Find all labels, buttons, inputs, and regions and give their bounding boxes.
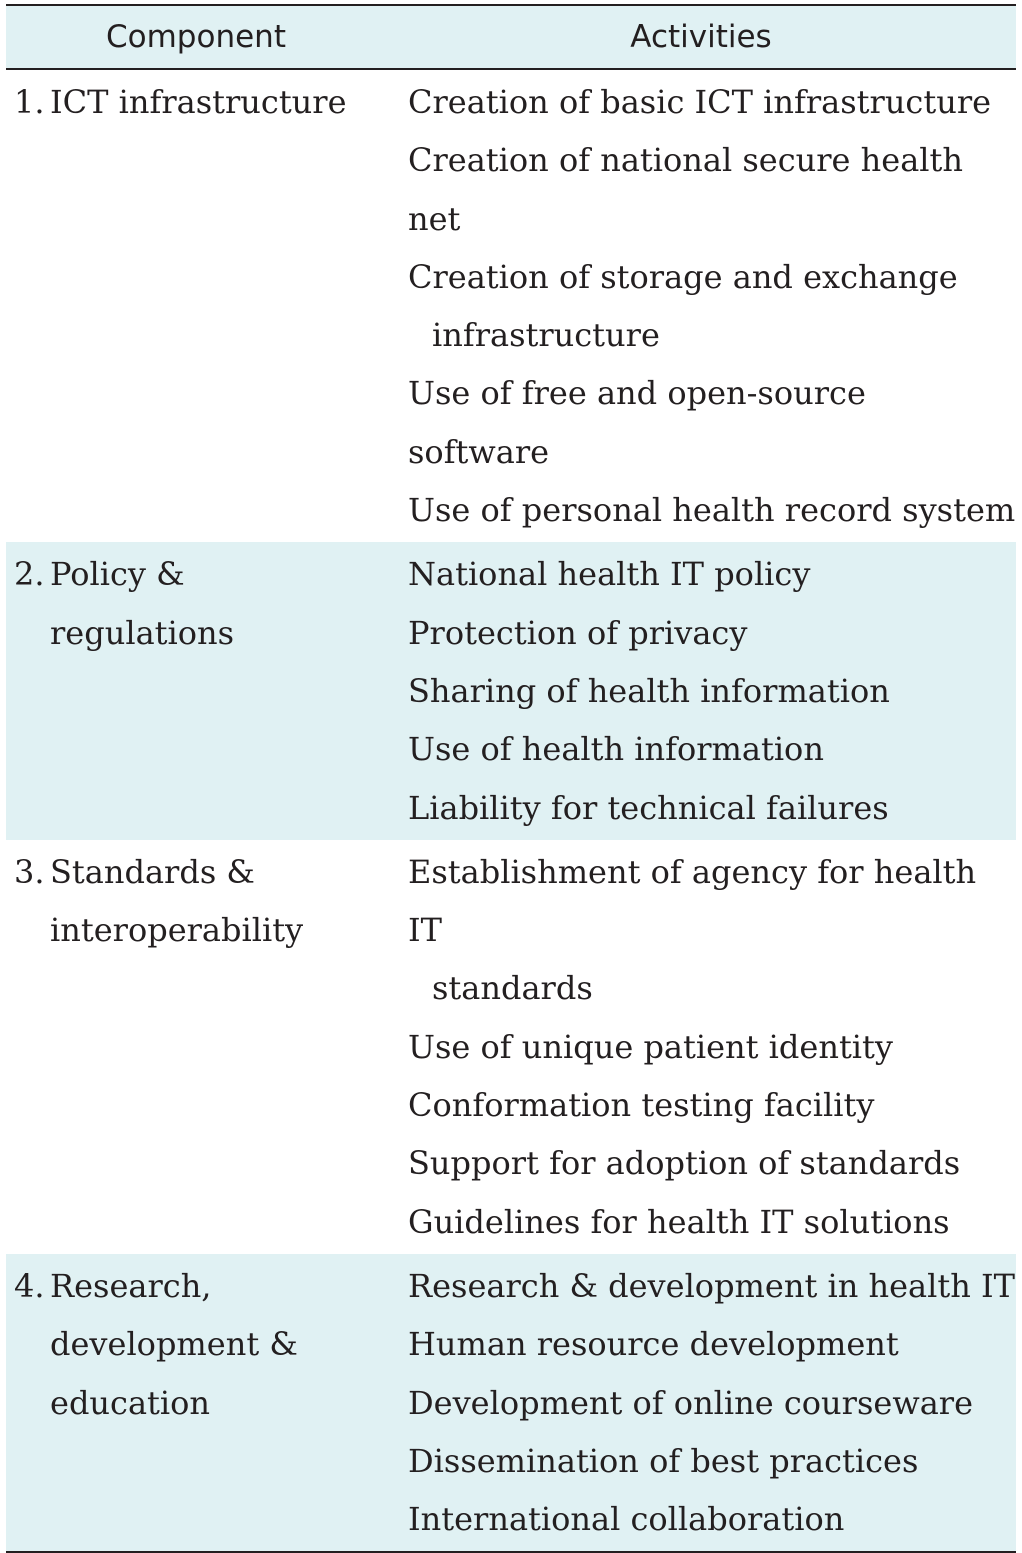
component-cell [6, 1257, 406, 1548]
component-name-line: regulations [50, 613, 235, 652]
component-number: 1. [14, 83, 45, 121]
activity-item [408, 73, 1016, 131]
activity-text: Creation of basic ICT infrastructure [408, 83, 992, 121]
activity-text: Guidelines for health IT solutions [408, 1202, 950, 1241]
activity-item [408, 843, 1016, 1018]
activity-item [408, 248, 1016, 365]
activity-item [408, 1490, 1016, 1548]
component-name [50, 1257, 298, 1548]
table-row [6, 1254, 1016, 1551]
activity-text: Dissemination of best practices [408, 1441, 919, 1480]
activity-text: Support for adoption of standards [408, 1144, 961, 1183]
activity-item [408, 1315, 1016, 1373]
component-name-line: ICT infrastructure [50, 83, 347, 121]
table-body [6, 70, 1016, 1551]
activity-text: Development of online courseware [408, 1383, 974, 1422]
activity-text: Research & development in health IT [408, 1266, 1015, 1305]
activity-text: Use of free and open-source software [408, 374, 866, 471]
activity-text: Use of health information [408, 730, 824, 769]
activities-cell [406, 545, 1016, 836]
activity-item [408, 1076, 1016, 1134]
header-row [6, 6, 1016, 68]
component-cell [6, 843, 406, 1251]
activity-text: Creation of storage and exchange [408, 257, 958, 296]
activity-item [408, 1193, 1016, 1251]
activity-text: Establishment of agency for health IT [408, 852, 977, 950]
component-name-line: Research, [50, 1266, 212, 1305]
activity-text: Creation of national secure health net [408, 141, 963, 238]
activity-item [408, 364, 1016, 481]
activity-text: Liability for technical failures [408, 788, 889, 827]
activities-cell [406, 843, 1016, 1251]
activity-text-continued: standards [432, 969, 593, 1008]
component-cell [6, 545, 406, 836]
activity-item [408, 1134, 1016, 1192]
table-row [6, 840, 1016, 1254]
activity-item [408, 1374, 1016, 1432]
activity-item [408, 1432, 1016, 1490]
component-number: 4. [14, 1266, 45, 1305]
component-name-line: education [50, 1383, 210, 1422]
activity-item [408, 131, 1016, 248]
component-name-line: development & [50, 1325, 298, 1364]
activity-item [408, 662, 1016, 720]
component-name-line: Standards & [50, 852, 255, 891]
activity-item [408, 1257, 1016, 1315]
table-row [6, 542, 1016, 839]
activity-text: Conformation testing facility [408, 1086, 875, 1125]
activities-cell [406, 1257, 1016, 1548]
activity-item [408, 481, 1016, 539]
header-component: Component [106, 19, 286, 55]
activity-item [408, 779, 1016, 837]
component-name-line: interoperability [50, 911, 304, 950]
activity-item [408, 604, 1016, 662]
component-number: 3. [14, 852, 45, 891]
activity-item [408, 720, 1016, 778]
activity-item [408, 545, 1016, 603]
activity-text-continued: infrastructure [432, 316, 660, 355]
activity-text: Sharing of health information [408, 671, 890, 710]
component-name [50, 545, 234, 836]
component-cell [6, 73, 406, 539]
component-name-line: Policy & [50, 555, 185, 594]
activity-text: Human resource development [408, 1325, 899, 1364]
activity-text: Protection of privacy [408, 613, 748, 652]
activity-text: National health IT policy [408, 555, 811, 594]
component-number: 2. [14, 555, 45, 594]
component-name [50, 73, 347, 539]
activity-item [408, 1018, 1016, 1076]
activity-text: Use of unique patient identity [408, 1027, 893, 1066]
activity-text: International collaboration [408, 1500, 845, 1539]
table-row [6, 70, 1016, 542]
components-table [6, 4, 1016, 1553]
component-name [50, 843, 303, 1251]
activities-cell [406, 73, 1016, 539]
activity-text: Use of personal health record system [408, 491, 1016, 530]
header-activities: Activities [630, 19, 772, 55]
header-band [6, 6, 1016, 68]
